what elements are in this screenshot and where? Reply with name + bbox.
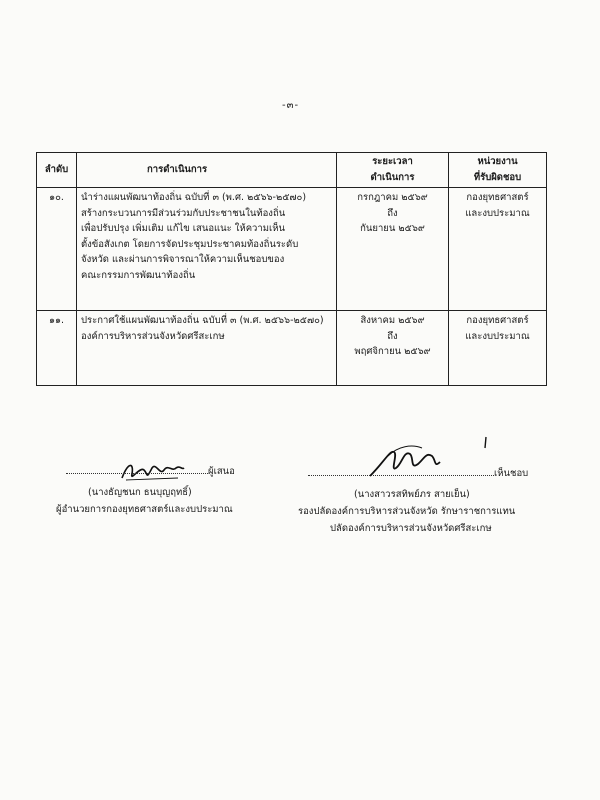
page-number: -๓-: [282, 100, 300, 111]
unit-line: กองยุทธศาสตร์: [466, 315, 529, 326]
period-line: สิงหาคม ๒๕๖๙: [360, 315, 425, 326]
header-period: [337, 153, 449, 188]
row-number: ๑๑.: [37, 311, 77, 386]
period-line: ถึง: [387, 330, 398, 342]
period-line: ถึง: [387, 207, 398, 219]
table-row: [37, 188, 547, 311]
period-line: กันยายน ๒๕๖๙: [360, 223, 425, 235]
signature-block-proposer: [56, 464, 266, 518]
operation-line: ตั้งข้อสังเกต โดยการจัดประชุมประชาคมท้องถิ่นระดับ: [81, 238, 299, 250]
approver-role: เห็นชอบ: [494, 468, 529, 479]
approver-position: รองปลัดองค์การบริหารส่วนจังหวัด รักษาราชการแทน: [298, 506, 516, 517]
period-line: กรกฎาคม ๒๕๖๙: [357, 192, 428, 203]
header-unit: [449, 153, 547, 188]
row-operation: [77, 311, 337, 386]
approver-name: (นางสาวรสทิพย์ภร สายเย็น): [354, 489, 470, 500]
table-header-row: [37, 153, 547, 188]
operation-line: เพื่อปรับปรุง เพิ่มเติม แก้ไข เสนอแนะ ให้ความเห็น: [81, 223, 285, 235]
header-unit-line: ที่รับผิดชอบ: [473, 172, 522, 183]
header-unit-line: หน่วยงาน: [477, 156, 518, 167]
operation-line: องค์การบริหารส่วนจังหวัดศรีสะเกษ: [81, 330, 225, 342]
proposer-name: (นางธัญชนก ธนบุญฤทธิ์): [88, 487, 192, 498]
proposer-position: ผู้อำนวยการกองยุทธศาสตร์และงบประมาณ: [56, 504, 233, 515]
operation-line: คณะกรรมการพัฒนาท้องถิ่น: [81, 269, 196, 281]
signature-block-approver: [300, 466, 550, 537]
row-operation: [77, 188, 337, 311]
row-period: [337, 311, 449, 386]
row-period: [337, 188, 449, 311]
row-unit: [449, 188, 547, 311]
operation-line: นำร่างแผนพัฒนาท้องถิ่น ฉบับที่ ๓ (พ.ศ. ๒๕๖๖-๒๕๗๐): [81, 192, 307, 203]
approver-position: ปลัดองค์การบริหารส่วนจังหวัดศรีสะเกษ: [330, 523, 492, 534]
signature-mark: [482, 436, 490, 450]
row-number: ๑๐.: [37, 188, 77, 311]
unit-line: กองยุทธศาสตร์: [466, 192, 529, 203]
proposer-role: ผู้เสนอ: [208, 466, 235, 477]
operation-line: ประกาศใช้แผนพัฒนาท้องถิ่น ฉบับที่ ๓ (พ.ศ. ๒๕๖๖-๒๕๗๐): [81, 315, 324, 326]
operation-line: จังหวัด และผ่านการพิจารณาให้ความเห็นชอบของ: [81, 254, 285, 266]
header-operation: การดำเนินการ: [77, 153, 337, 188]
period-line: พฤศจิกายน ๒๕๖๙: [354, 346, 431, 358]
unit-line: และงบประมาณ: [465, 207, 530, 219]
header-no: ลำดับ: [37, 153, 77, 188]
operations-table: [36, 152, 547, 386]
header-period-line: ดำเนินการ: [370, 172, 415, 183]
header-period-line: ระยะเวลา: [372, 156, 413, 167]
operation-line: สร้างกระบวนการมีส่วนร่วมกับประชาชนในท้องถิ่น: [81, 207, 286, 219]
unit-line: และงบประมาณ: [465, 330, 530, 342]
table-row: [37, 311, 547, 386]
row-unit: [449, 311, 547, 386]
